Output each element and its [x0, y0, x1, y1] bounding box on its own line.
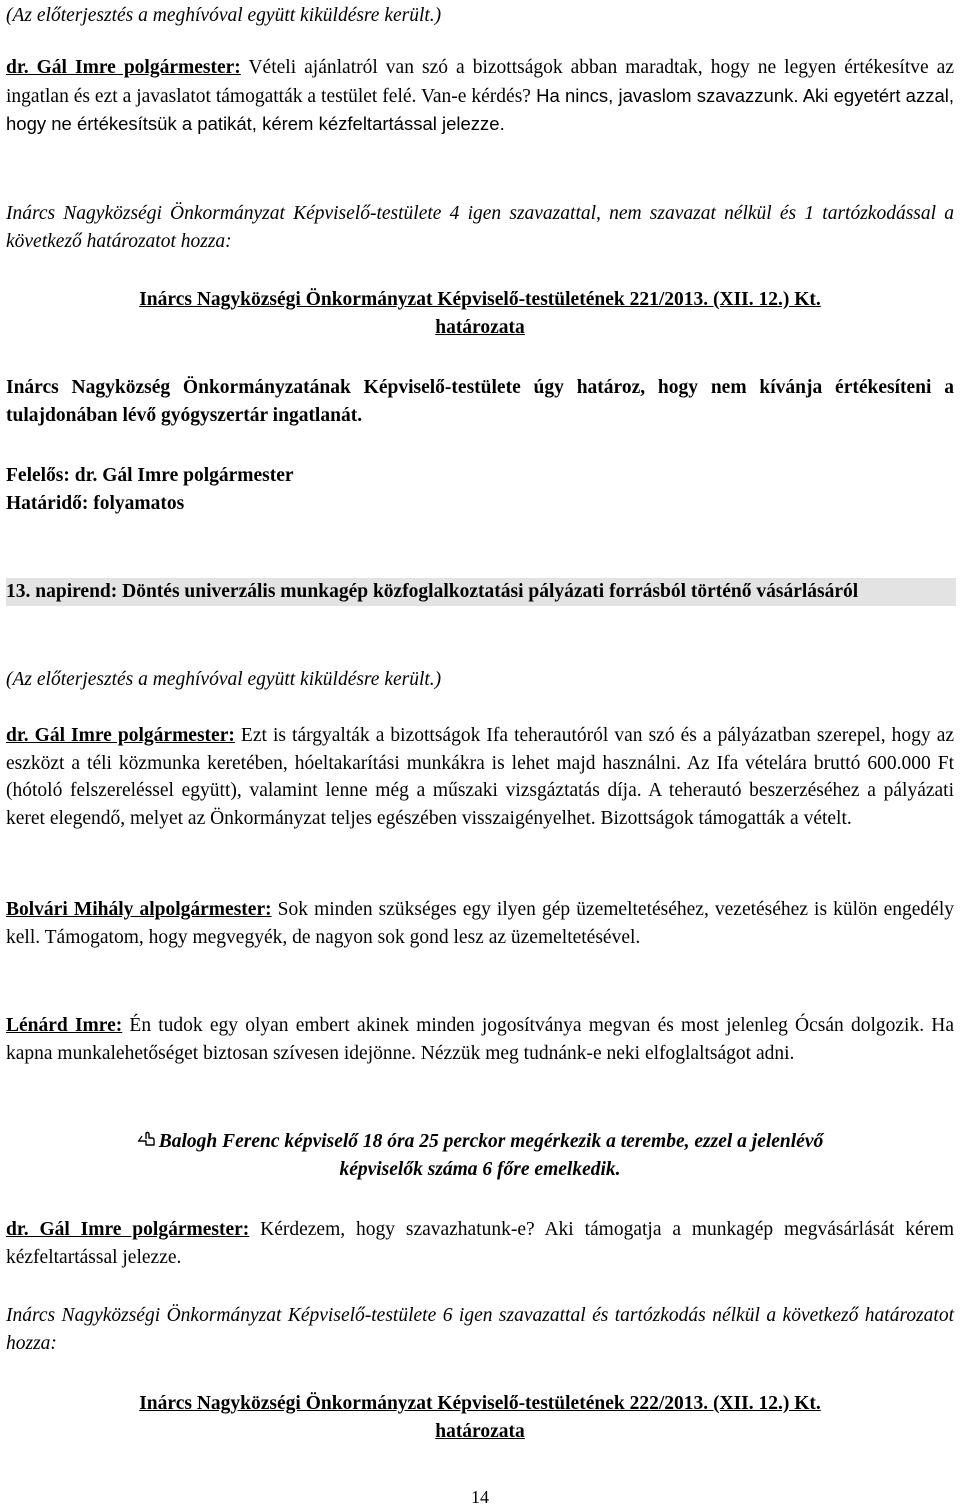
resolution-title: Inárcs Nagyközségi Önkormányzat Képviselő-testületének 221/2013. (XII. 12.) Kt.	[139, 289, 821, 310]
speaker-name: dr. Gál Imre polgármester:	[6, 1219, 250, 1240]
speaker-name: Lénárd Imre:	[6, 1015, 123, 1036]
resolution-title: Inárcs Nagyközségi Önkormányzat Képviselő-testületének 222/2013. (XII. 12.) Kt.	[139, 1393, 821, 1414]
speech-paragraph	[6, 54, 954, 139]
hand-pointer-icon	[137, 1130, 157, 1148]
speech-paragraph	[6, 896, 954, 951]
speaker-name: dr. Gál Imre polgármester:	[6, 725, 235, 746]
speaker-name: dr. Gál Imre polgármester:	[6, 57, 241, 78]
vote-statement: Inárcs Nagyközségi Önkormányzat Képviselő-testülete 6 igen szavazattal és tartózkodás nélkül a következő határozatot hozza:	[6, 1305, 954, 1354]
agenda-title: napirend: Döntés univerzális munkagép közfoglalkoztatási pályázati forrásból történő vásárlásáról	[30, 581, 859, 602]
speech-text: Én tudok egy olyan embert akinek minden jogosítványa megvan és most jelenleg Ócsán dolgozik. Ha kapna munkalehetőséget biztosan szívesen idejönne. Nézzük meg tudnánk-e neki elfoglaltságot adni.	[6, 1015, 955, 1064]
speech-text: Ezt is tárgyalták a bizottságok Ifa teherautóról van szó és a pályázatban szerepel, hogy az eszközt a téli közmunka keretében, hóeltakarítási munkákra is lehet majd használni. Az Ifa vételára bruttó 600.000 Ft (hótoló felszereléssel együtt), valamint lenne még a műszaki vizsgáztatás díja. A teherautó beszerzéséhez a pályázati keret elegendő, melyet az Önkormányzat teljes egészében visszaigényelhet. Bizottságok támogatták a vételt.	[6, 725, 955, 829]
speech-paragraph	[6, 1012, 954, 1067]
deadline: Határidő: folyamatos	[6, 493, 185, 514]
arrival-note	[6, 1128, 954, 1183]
arrival-line-2: képviselők száma 6 főre emelkedik.	[339, 1158, 621, 1180]
hand-pointer-icon-svg	[137, 1131, 157, 1149]
agenda-number: 13.	[6, 581, 31, 602]
speech-text: Sok minden szükséges egy ilyen gép üzemeltetéséhez, vezetéséhez is külön engedély kell. Támogatom, hogy megvegyék, de nagyon sok gond lesz az üzemeltetésével.	[6, 899, 955, 948]
resolution-body: Inárcs Nagyközség Önkormányzatának Képviselő-testülete úgy határoz, hogy nem kívánja értékesíteni a tulajdonában lévő gyógyszertár ingatlanát.	[6, 377, 954, 426]
speech-paragraph	[6, 1216, 954, 1271]
responsible-person: Felelős: dr. Gál Imre polgármester	[6, 465, 294, 486]
speech-text: Kérdezem, hogy szavazhatunk-e? Aki támogatja a munkagép megvásárlását kérem kézfeltartással jelezze.	[6, 1219, 954, 1268]
speech-paragraph	[6, 722, 954, 832]
intro-note: (Az előterjesztés a meghívóval együtt kiküldésre került.)	[6, 669, 442, 690]
speech-text: Vételi ajánlatról van szó a bizottságok abban maradtak, hogy ne legyen értékesítve az ingatlan és ezt a javaslatot támogatták a testület felé. Van-e kérdés?	[6, 57, 954, 107]
vote-statement: Inárcs Nagyközségi Önkormányzat Képviselő-testülete 4 igen szavazattal, nem szavazat nélkül és 1 tartózkodással a következő határozatot hozza:	[6, 203, 954, 252]
page-number: 14	[471, 1487, 489, 1507]
resolution-subtitle: határozata	[435, 1421, 525, 1442]
agenda-item-heading	[6, 578, 956, 606]
resolution-subtitle: határozata	[435, 317, 525, 338]
intro-note: (Az előterjesztés a meghívóval együtt kiküldésre került.)	[6, 5, 442, 26]
speaker-name: Bolvári Mihály alpolgármester:	[6, 899, 272, 920]
speech-text-cont: Ha nincs, javaslom szavazzunk. Aki egyetért azzal, hogy ne értékesítsük a patikát, kérem kézfeltartással jelezze.	[6, 84, 954, 134]
arrival-line-1: Balogh Ferenc képviselő 18 óra 25 perckor megérkezik a terembe, ezzel a jelenlévő	[158, 1131, 824, 1152]
